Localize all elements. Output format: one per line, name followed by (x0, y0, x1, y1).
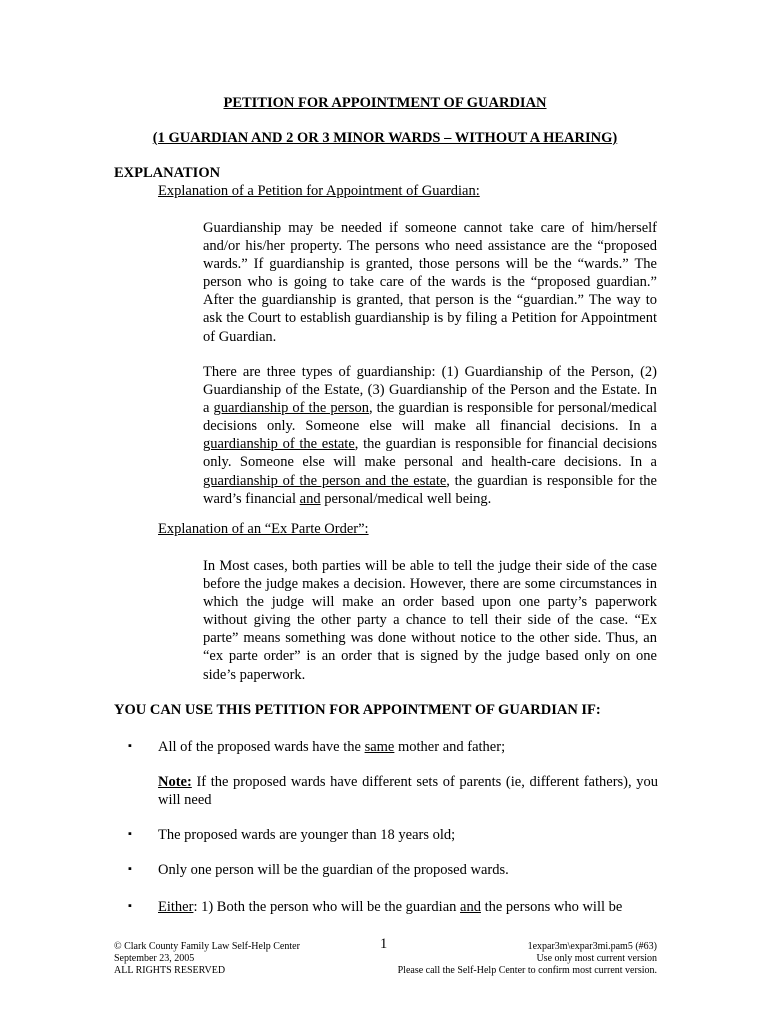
bullet-icon: ▪ (128, 863, 132, 875)
list-item-one-guardian: Only one person will be the guardian of the proposed wards. (158, 862, 509, 878)
explanation-heading: EXPLANATION (114, 165, 221, 181)
eligibility-heading: YOU CAN USE THIS PETITION FOR APPOINTMENT OF GUARDIAN IF: (114, 702, 601, 718)
bullet-icon: ▪ (128, 828, 132, 840)
note-different-parents: Note: If the proposed wards have different sets of parents (ie, different fathers), you will need (158, 774, 658, 809)
bullet-icon: ▪ (128, 900, 132, 912)
guardianship-types-paragraph: There are three types of guardianship: (1) Guardianship of the Person, (2) Guardianship of the Estate, (3) Guardianship of the Person and the Estate. In a guardianship of the person, the guardian is responsible for personal/medical decisions only. Someone else will make all financial decisions. In a guardianship of the estate, the guardian is responsible for financial decisions only. Someone else will make personal and health-care decisions. In a guardianship of the person and the estate, the guardian is responsible for the ward’s financial and personal/medical well being. (203, 364, 657, 507)
bullet-icon: ▪ (128, 740, 132, 752)
guardianship-paragraph: Guardianship may be needed if someone cannot take care of him/herself and/or his/her property. The persons who need assistance are the “proposed wards.” If guardianship is granted, those persons will be the “wards.” The person who is going to take care of the wards is the “proposed guardian.” After the guardianship is granted, that person is the “guardian.” The way to ask the Court to establish guardianship is by filing a Petition for Appointment of Guardian. (203, 220, 657, 345)
list-item-either: Either: 1) Both the person who will be the guardian and the persons who will be (158, 899, 623, 915)
footer-copyright: © Clark County Family Law Self-Help Center September 23, 2005 ALL RIGHTS RESERVED (114, 941, 300, 976)
ex-parte-subheading: Explanation of an “Ex Parte Order”: (158, 521, 369, 537)
list-item-age: The proposed wards are younger than 18 years old; (158, 827, 456, 843)
list-item-same-parents: All of the proposed wards have the same mother and father; (158, 739, 506, 755)
petition-explanation-subheading: Explanation of a Petition for Appointment of Guardian: (158, 183, 480, 199)
page-number: 1 (380, 936, 388, 952)
document-title: PETITION FOR APPOINTMENT OF GUARDIAN (223, 95, 547, 111)
ex-parte-paragraph: In Most cases, both parties will be able to tell the judge their side of the case before the judge makes a decision. However, there are some circumstances in which the judge will make an order based upon one party’s paperwork without giving the other party a chance to tell their side of the case. “Ex parte” means something was done without notice to the other side. Thus, an “ex parte order” is an order that is signed by the judge based only on one side’s paperwork. (203, 558, 657, 683)
footer-version-info: 1expar3m\expar3mi.pam5 (#63) Use only most current version Please call the Self-Help Center to confirm most current version. (397, 941, 657, 976)
document-subtitle: (1 GUARDIAN AND 2 OR 3 MINOR WARDS – WITHOUT A HEARING) (152, 130, 618, 146)
